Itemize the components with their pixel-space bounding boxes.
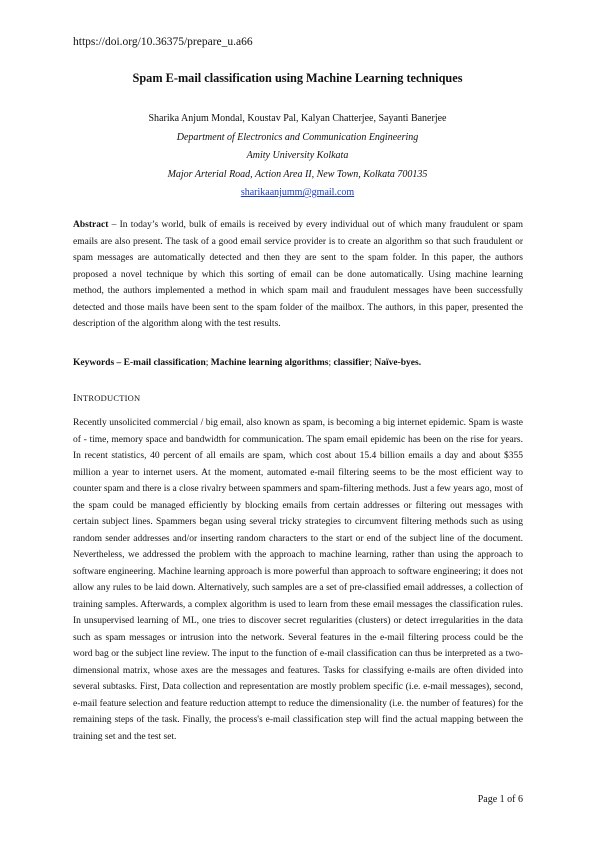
- of-word: of: [504, 794, 518, 805]
- abstract: [73, 217, 523, 333]
- keyword-item: classifier: [333, 358, 370, 368]
- author-university: Amity University Kolkata: [246, 150, 349, 161]
- author-address: Major Arterial Road, Action Area II, New Town, Kolkata 700135: [167, 168, 428, 180]
- doi-link[interactable]: https://doi.org/10.36375/prepare_u.a66: [73, 36, 253, 48]
- section-heading-introduction: [73, 393, 140, 404]
- keyword-separator: ;: [369, 358, 375, 368]
- introduction-paragraph: Recently unsolicited commercial / big email, also known as spam, is becoming a big internet epidemic. Spam is waste of - time, memory space and bandwidth for communication. The spam email epidemic has been on the rise for years. In recent statistics, 40 percent of all emails are spam, which cost about 15.4 billion emails a day and about $355 million a year to internet users. At the moment, automated e-mail filtering seems to be the most efficient way to counter spam and there is a close rivalry between spammers and spam-filtering methods. Just a few years ago, most of the spam could be managed efficiently by blocking emails from certain addresses or filtering out messages with certain subject lines. Spammers began using several tricky strategies to circumvent filtering methods such as using random sender addresses and/or inserting random characters to the start or end of the subject line of the document. Nevertheless, we addressed the problem with the approach to machine learning, rather than using the approach to software engineering. Machine learning approach is more powerful than approach to software engineering; it does not allow any rules to be laid down. Alternatively, such samples are a set of pre-classified email addresses, a collection of training samples. Afterwards, a complex algorithm is used to learn from these email messages the classification rules. In unsupervised learning of ML, one tries to discover secret regularities (clusters) or detect irregularities in the data such as spam messages or intrusion into the network. Several features in the e-mail filtering process could be the word bag or the subject line review. The input to the function of e-mail classification can thus be interpreted as a two-dimensional matrix, whose axes are the messages and features. Tasks for classifying e-mails are often divided into several subtasks. First, Data collection and representation are mostly problem specific (i.e. e-mail messages), second, e-mail feature selection and feature reduction attempt to reduce the dimensionality (i.e. the number of features) for the remaining steps of the task. Finally, the process's e-mail classification step will find the actual mapping between the training set and the test set.: [73, 418, 523, 742]
- abstract-dash: –: [108, 220, 120, 230]
- author-block: [0, 110, 595, 203]
- keyword-item: Naïve-byes.: [374, 358, 422, 368]
- abstract-label: Abstract: [73, 220, 109, 230]
- keyword-item: Machine learning algorithms: [210, 358, 329, 368]
- section-heading-initial: I: [73, 393, 77, 404]
- paper-title: Spam E-mail classification using Machine Learning techniques: [132, 71, 463, 85]
- current-page: 1: [499, 794, 505, 805]
- keyword-separator: ;: [205, 358, 211, 368]
- author-department: Department of Electronics and Communication Engineering: [176, 131, 419, 143]
- section-heading-rest: NTRODUCTION: [76, 393, 141, 403]
- page-number: [478, 794, 523, 805]
- page-word: Page: [477, 794, 500, 805]
- keywords-label: Keywords –: [73, 358, 124, 368]
- keywords: [73, 358, 523, 368]
- author-names: Sharika Anjum Mondal, Koustav Pal, Kalyan Chatterjee, Sayanti Banerjee: [148, 113, 447, 124]
- keyword-separator: ;: [328, 358, 334, 368]
- keyword-item: E-mail classification: [123, 358, 206, 368]
- author-email-link[interactable]: sharikaanjumm@gmail.com: [240, 187, 355, 198]
- abstract-text: In today’s world, bulk of emails is received by every individual out of which many fraudulent or spam emails are also present. The task of a good email service provider is to create an algorithm so that such fraudulent or spam messages are automatically detected and then they are sent to the spam folder. In this paper, the authors proposed a novel technique by which this sorting of email can be done automatically. Using machine learning method, the authors implemented a method in which spam mail and fraudulent messages have been successfully detected and those mails have been sent to the spam folder of the mailbox. The authors, in this paper, presented the description of the algorithm along with the test results.: [73, 220, 523, 329]
- total-pages: 6: [518, 794, 523, 805]
